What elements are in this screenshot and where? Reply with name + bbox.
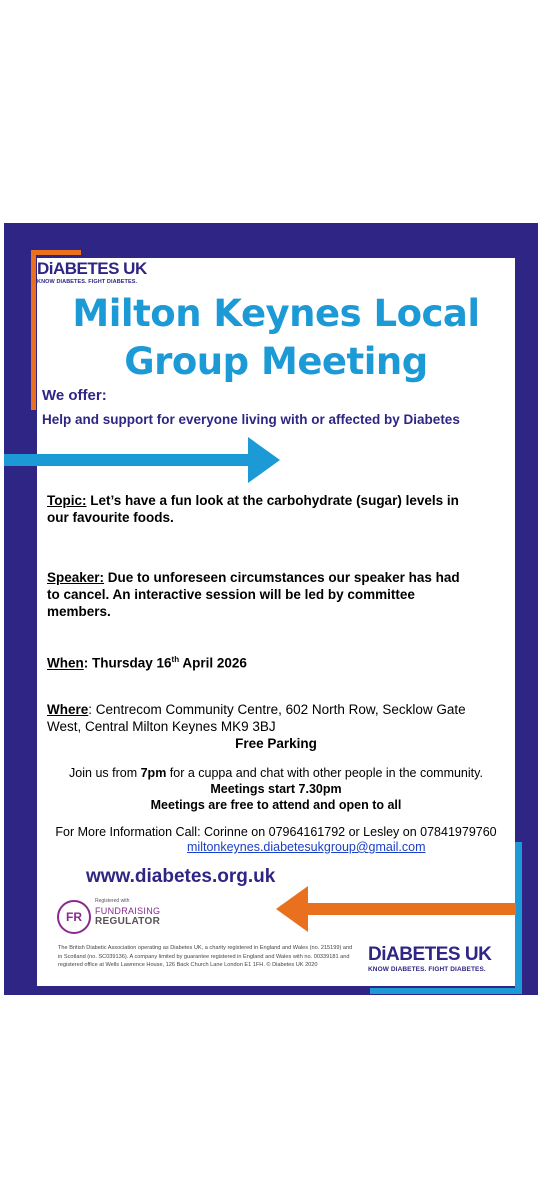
- blue-accent-bar-bottom: [370, 988, 522, 994]
- orange-accent-bar-top: [31, 250, 81, 255]
- logo-tagline: KNOW DIABETES. FIGHT DIABETES.: [37, 279, 138, 285]
- offer-heading: We offer:: [42, 387, 107, 404]
- speaker-line-3: members.: [47, 604, 111, 619]
- contact-email-link[interactable]: miltonkeynes.diabetesukgroup@gmail.com: [187, 840, 426, 854]
- speaker-line-1: Due to unforeseen circumstances our speaker has had: [104, 570, 460, 585]
- orange-arrow-left-icon: [276, 886, 516, 932]
- where-line-1: : Centrecom Community Centre, 602 North Row, Secklow Gate: [88, 702, 466, 717]
- title-line-1: Milton Keynes Local: [72, 292, 480, 335]
- blue-accent-bar: [515, 842, 522, 994]
- offer-text: Help and support for everyone living with or affected by Diabetes: [42, 412, 460, 427]
- join-prefix: Join us from: [69, 766, 141, 780]
- footer-logo-wordmark: DiABETES UK: [368, 944, 492, 965]
- topic-line-2: our favourite foods.: [47, 510, 174, 525]
- diabetes-uk-logo-footer: [368, 944, 491, 973]
- footer-logo-tagline: KNOW DIABETES. FIGHT DIABETES.: [368, 966, 486, 973]
- speaker-line-2: to cancel. An interactive session will be led by committee: [47, 587, 415, 602]
- website-link[interactable]: www.diabetes.org.uk: [86, 866, 276, 887]
- fr-registered-text: Registered with: [95, 898, 130, 904]
- when-colon: :: [83, 655, 92, 671]
- meetings-free: Meetings are free to attend and open to all: [150, 798, 402, 812]
- page-title: [37, 290, 515, 386]
- diabetes-uk-logo: [37, 259, 147, 285]
- fr-logo-icon: FR: [57, 900, 91, 934]
- join-time: 7pm: [140, 766, 167, 780]
- topic-label: Topic:: [47, 493, 87, 508]
- when-rest: April 2026: [179, 655, 247, 671]
- blue-arrow-right-icon: [4, 437, 280, 483]
- logo-wordmark: DiABETES UK: [37, 259, 147, 278]
- where-section: [47, 701, 513, 735]
- topic-section: [47, 492, 513, 526]
- title-line-2: Group Meeting: [124, 340, 428, 383]
- meetings-start: Meetings start 7.30pm: [210, 782, 342, 796]
- when-section: [47, 651, 513, 672]
- join-suffix: for a cuppa and chat with other people in the community.: [166, 766, 483, 780]
- speaker-label: Speaker:: [47, 570, 105, 585]
- fr-fundraising-text: FUNDRAISING: [95, 906, 161, 916]
- when-day: Thursday 16: [92, 655, 172, 671]
- speaker-section: [47, 569, 513, 620]
- where-line-2: West, Central Milton Keynes MK9 3BJ: [47, 719, 276, 734]
- legal-text: The British Diabetic Association operating as Diabetes UK, a charity registered in England and Wales (no. 215199) and in Scotland (no. SC039136). A company limited by guarantee registered in England and Wales with no. 00339181 and registered office at Wells Lawrence House, 126 Back Church Lane London E1 1FH. © Diabetes UK 2020: [58, 945, 353, 969]
- join-section: [37, 765, 515, 813]
- when-label: When: [47, 655, 84, 671]
- topic-line-1: Let’s have a fun look at the carbohydrate (sugar) levels in: [86, 493, 459, 508]
- where-label: Where: [47, 702, 89, 717]
- free-parking: Free Parking: [235, 736, 317, 751]
- fr-regulator-text: REGULATOR: [95, 916, 161, 927]
- contact-line: For More Information Call: Corinne on 07964161792 or Lesley on 07841979760: [55, 825, 497, 839]
- when-ordinal: th: [171, 655, 180, 664]
- contact-section: [37, 825, 515, 855]
- orange-accent-bar: [31, 250, 36, 410]
